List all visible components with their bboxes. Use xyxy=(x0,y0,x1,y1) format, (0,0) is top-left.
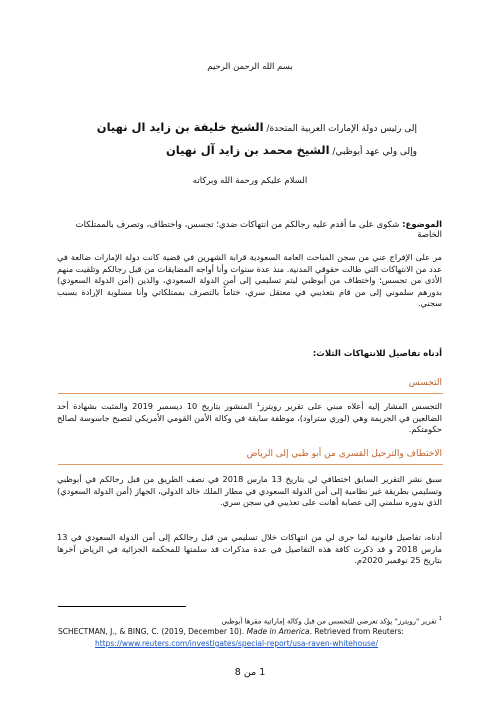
citation-link[interactable]: https://www.reuters.com/investigates/special-report/usa-raven-whitehouse/ xyxy=(95,639,379,648)
subject-line xyxy=(57,220,442,240)
basmala: بسم الله الرحمن الرحيم xyxy=(207,62,293,72)
citation-source: . Retrieved from Reuters: xyxy=(309,627,404,636)
address-line-crown-prince xyxy=(166,143,417,157)
footnote-citation xyxy=(58,627,404,636)
subject-text: شكوى على ما أقدم عليه رجالكم من انتهاكات ضدي؛ تجسس، واختطاف، وتصرف بالممتلكات الخاصة xyxy=(75,220,442,240)
address-prefix-crown-prince: وإلى ولي عهد أبوظبي/ xyxy=(332,147,417,157)
subject-label: الموضوع: xyxy=(402,220,442,230)
greeting: السلام عليكم ورحمة الله وبركاته xyxy=(192,176,308,186)
citation-authors: SCHECTMAN, J., & BING, C. (2019, December 10). xyxy=(58,627,247,636)
address-prefix-president: إلى رئيس دولة الإمارات العربية المتحدة/ xyxy=(266,124,417,134)
page-number: 1 من 8 xyxy=(234,667,266,678)
legal-details-paragraph: أدناه، تفاصيل قانونية لما جرى لي من انتهاكات خلال تسليمي من قبل رجالكم إلى أمن الدولة السعودي في 13 مارس 2018 و قد ذكرت كافة هذه التفاصيل في عدة مذكرات قد سلمتها للمحكمة الجزائية في الرياض آخرها بتاريخ 25 نوفمبر 2020م. xyxy=(57,532,442,565)
footnote-arabic-text: تقرير "رويترز" يؤكد تعرضي للتجسس من قبل وكالة إماراتية مقرها أبوظبي xyxy=(221,617,437,626)
espionage-paragraph: التجسس المشار إليه أعلاه مبني على تقرير رويترز¹ المنشور بتاريخ 10 ديسمبر 2019 والمثبت بشهادة أحد الضالعين في الجريمة وهي (لوري ستراود)، موظفة سابقة في وكالة الأمن القومي الأمريكي لتصبح جاسوسة لصالح حكومتكم. xyxy=(57,401,443,434)
footnote-marker: 1 xyxy=(438,616,442,622)
section-heading-abduction: الاختطاف والترحيل القسري من أبو ظبي إلى الرياض xyxy=(246,449,442,459)
crown-prince-name: الشيخ محمد بن زايد آل نهيان xyxy=(165,143,330,157)
details-heading: أدناه تفاصيل للانتهاكات الثلاث: xyxy=(312,349,442,359)
president-name: الشيخ خليفة بن زايد ال نهيان xyxy=(96,120,264,134)
abduction-paragraph: سبق نشر التقرير السابق اختطافي لي بتاريخ 13 مارس 2018 في نصف الطريق من قبل رجالكم في أبوظبي وتسليمي بطريقة غير نظامية إلى أمن الدولة السعودي في مطار الملك خالد الدولي، الجهاز (أمن الدولة السعودي) الذي بدوره سلمني إلى عصابة أهانت على تعذيبي في سجن سري. xyxy=(57,474,442,507)
section-heading-espionage: التجسس xyxy=(408,378,442,388)
footnote-separator xyxy=(58,606,186,607)
intro-paragraph: مر على الإفراج عني من سجن المباحث العامة السعودية قرابة الشهرين في قضية كانت دولة الإمارات ضالعة في عدد من الانتهاكات التي طالت حقوقي المدنية. منذ عدة سنوات وأنا أواجه المضايقات من قبل رجالكم وتلقيت منهم الأذى من تجسس؛ واختطاف من أبوظبي ليتم تسليمي إلى أمن الدولة السعودي، والذين (أمن الدولة السعودي) بدورهم سلموني إلى من قام بتعذيبي في معتقل سري، ختاماً بالتصرف بممتلكاتي وأنا مسلوبة الإرادة بسبب سجني. xyxy=(57,252,442,308)
section-divider xyxy=(58,393,443,394)
footnote-arabic xyxy=(221,616,442,625)
citation-title: Made in America xyxy=(246,627,310,636)
section-divider xyxy=(58,464,443,465)
address-line-president xyxy=(97,120,417,134)
